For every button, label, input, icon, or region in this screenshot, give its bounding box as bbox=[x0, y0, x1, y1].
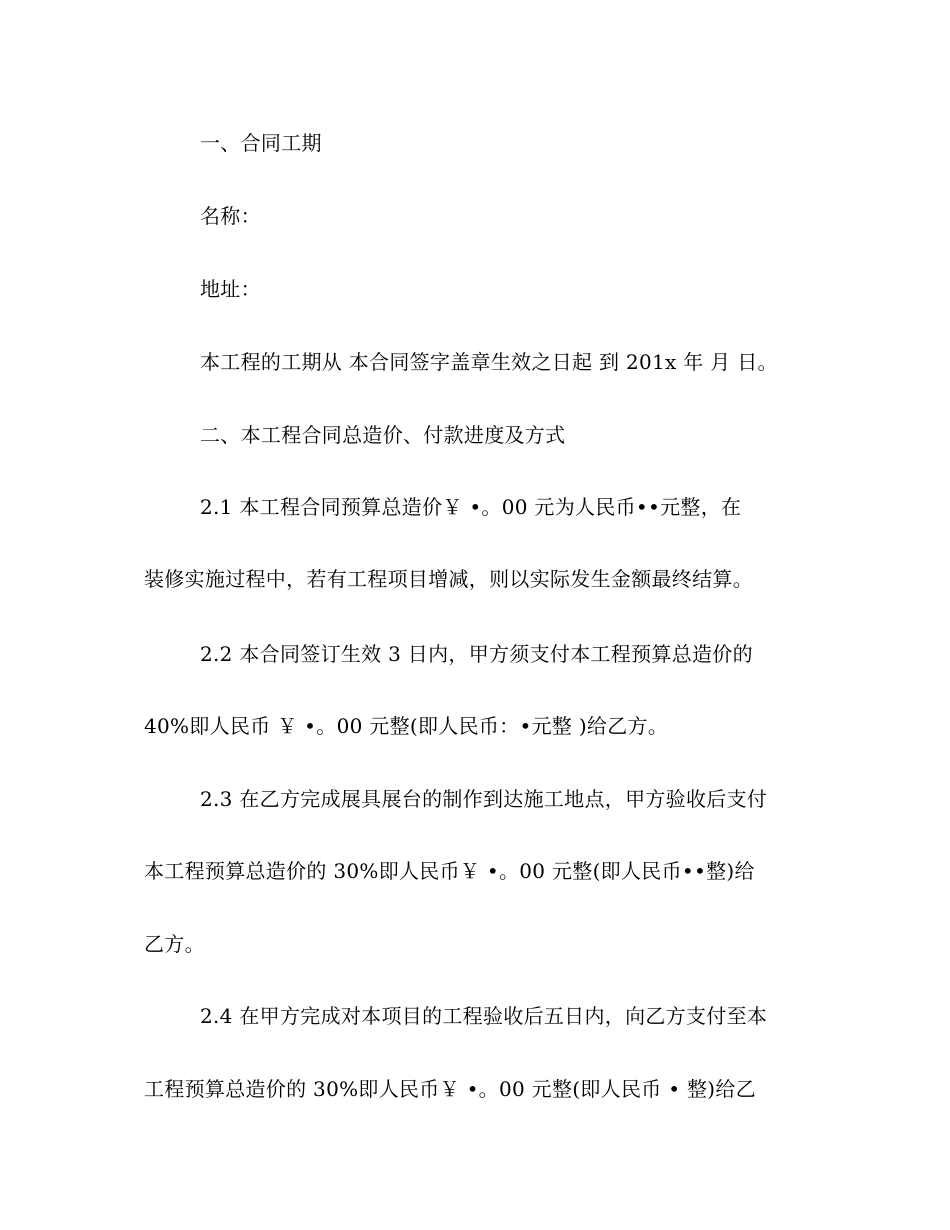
clause-2-3-line-2: 本工程预算总造价的 30%即人民币￥ •。00 元整(即人民币••整)给 bbox=[144, 859, 755, 883]
clause-2-2-line-1: 2.2 本合同签订生效 3 日内，甲方须支付本工程预算总造价的 bbox=[200, 642, 753, 666]
clause-2-3-line-1: 2.3 在乙方完成展具展台的制作到达施工地点，甲方验收后支付 bbox=[200, 787, 768, 811]
clause-2-4-line-1: 2.4 在甲方完成对本项目的工程验收后五日内，向乙方支付至本 bbox=[200, 1004, 768, 1028]
heading-contract-period: 一、合同工期 bbox=[200, 131, 322, 155]
clause-2-4-line-2: 工程预算总造价的 30%即人民币￥ •。00 元整(即人民币 • 整)给乙 bbox=[144, 1077, 756, 1101]
heading-price-payment: 二、本工程合同总造价、付款进度及方式 bbox=[200, 423, 566, 447]
field-address-label: 地址： bbox=[200, 277, 261, 301]
clause-2-1-line-1: 2.1 本工程合同预算总造价￥ •。00 元为人民币••元整，在 bbox=[200, 495, 742, 519]
period-paragraph: 本工程的工期从 本合同签字盖章生效之日起 到 201x 年 月 日。 bbox=[200, 350, 778, 374]
clause-2-2-line-2: 40%即人民币 ￥ •。00 元整(即人民币：•元整 )给乙方。 bbox=[144, 714, 669, 738]
clause-2-3-line-3: 乙方。 bbox=[144, 932, 205, 956]
field-name-label: 名称： bbox=[200, 204, 261, 228]
clause-2-1-line-2: 装修实施过程中，若有工程项目增减，则以实际发生金额最终结算。 bbox=[144, 567, 753, 591]
